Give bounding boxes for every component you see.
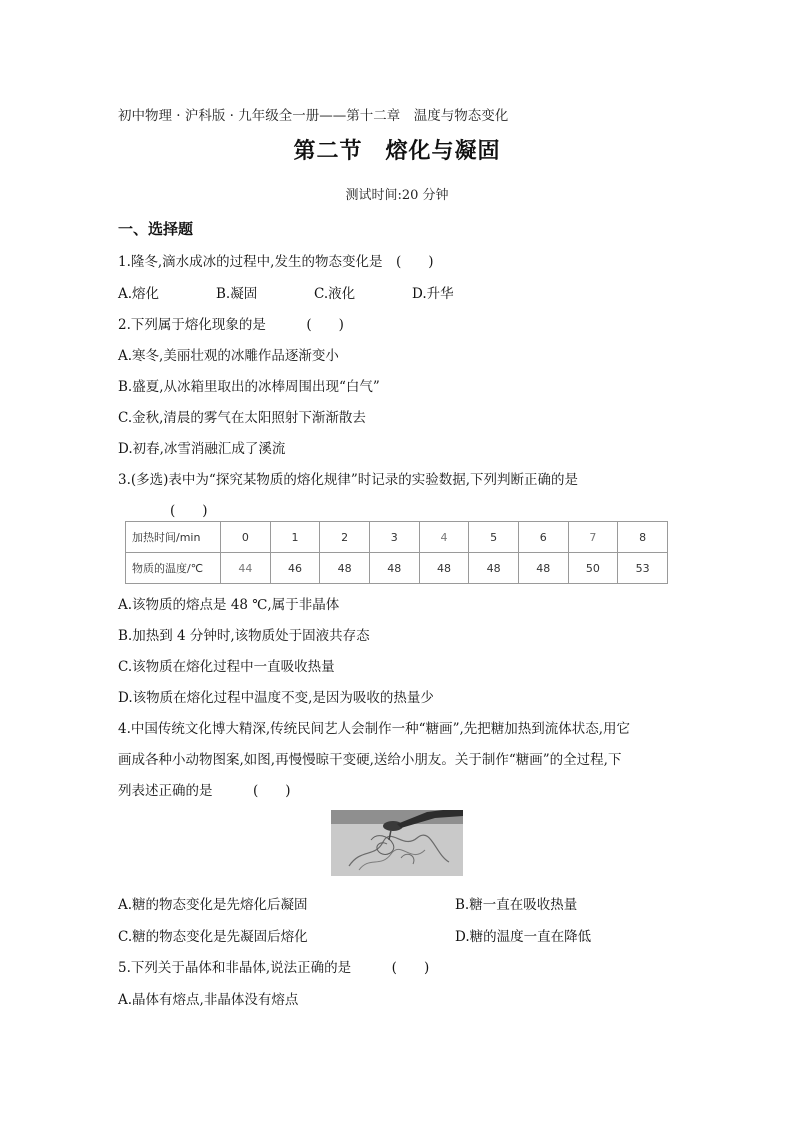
q3-option-a: A.该物质的熔点是 48 ℃,属于非晶体 <box>118 597 340 613</box>
test-time: 测试时间:20 分钟 <box>345 188 449 203</box>
q3-stem: 3.(多选)表中为“探究某物质的熔化规律”时记录的实验数据,下列判断正确的是 <box>118 472 579 488</box>
table-cell: 53 <box>618 553 668 584</box>
q2-option-b: B.盛夏,从冰箱里取出的冰棒周围出现“白气” <box>118 379 380 395</box>
q4-option-d: D.糖的温度一直在降低 <box>455 929 592 945</box>
q1-option-d: D.升华 <box>412 286 454 302</box>
q2-option-d: D.初春,冰雪消融汇成了溪流 <box>118 441 286 457</box>
table-cell: 44 <box>221 553 271 584</box>
q2-option-a: A.寒冬,美丽壮观的冰雕作品逐渐变小 <box>118 348 339 364</box>
table-row-temp <box>126 553 668 584</box>
table-cell: 48 <box>369 553 419 584</box>
q1-option-b: B.凝固 <box>216 286 258 302</box>
table-cell: 0 <box>221 522 271 553</box>
table-row-label: 物质的温度/℃ <box>126 553 221 584</box>
table-row-label: 加热时间/min <box>126 522 221 553</box>
q4-stem-line2: 画成各种小动物图案,如图,再慢慢晾干变硬,送给小朋友。关于制作“糖画”的全过程,下 <box>118 752 622 768</box>
q3-option-c: C.该物质在熔化过程中一直吸收热量 <box>118 659 335 675</box>
q4-option-b: B.糖一直在吸收热量 <box>455 897 578 913</box>
table-cell: 7 <box>568 522 618 553</box>
q1-option-c: C.液化 <box>314 286 356 302</box>
q4-stem-line1: 4.中国传统文化博大精深,传统民间艺人会制作一种“糖画”,先把糖加热到流体状态,用它 <box>118 721 631 737</box>
q3-option-d: D.该物质在熔化过程中温度不变,是因为吸收的热量少 <box>118 690 434 706</box>
q3-paren: ( ) <box>170 503 208 519</box>
q4-option-c: C.糖的物态变化是先凝固后熔化 <box>118 929 308 945</box>
q3-option-b: B.加热到 4 分钟时,该物质处于固液共存态 <box>118 628 370 644</box>
q5-stem: 5.下列关于晶体和非晶体,说法正确的是 ( ) <box>118 960 430 976</box>
table-cell: 48 <box>518 553 568 584</box>
table-cell: 48 <box>469 553 519 584</box>
table-cell: 6 <box>518 522 568 553</box>
table-cell: 4 <box>419 522 469 553</box>
table-cell: 48 <box>320 553 370 584</box>
table-cell: 46 <box>270 553 320 584</box>
section-heading: 一、选择题 <box>118 220 194 238</box>
table-cell: 8 <box>618 522 668 553</box>
table-cell: 3 <box>369 522 419 553</box>
q5-option-a: A.晶体有熔点,非晶体没有熔点 <box>118 992 299 1008</box>
page-header: 初中物理 · 沪科版 · 九年级全一册——第十二章 温度与物态变化 <box>118 108 509 124</box>
sugar-painting-illustration <box>331 810 463 876</box>
q1-stem: 1.隆冬,滴水成冰的过程中,发生的物态变化是 ( ) <box>118 254 434 270</box>
q4-stem-line3: 列表述正确的是 ( ) <box>118 783 291 799</box>
table-cell: 1 <box>270 522 320 553</box>
data-table <box>125 521 668 584</box>
q2-option-c: C.金秋,清晨的雾气在太阳照射下渐渐散去 <box>118 410 366 426</box>
page-title: 第二节 熔化与凝固 <box>293 139 501 164</box>
table-cell: 50 <box>568 553 618 584</box>
q2-stem: 2.下列属于熔化现象的是 ( ) <box>118 317 344 333</box>
table-cell: 2 <box>320 522 370 553</box>
sugar-painting-photo <box>331 810 463 876</box>
q1-option-a: A.熔化 <box>118 286 160 302</box>
table-row-time <box>126 522 668 553</box>
table-cell: 5 <box>469 522 519 553</box>
table-cell: 48 <box>419 553 469 584</box>
q4-option-a: A.糖的物态变化是先熔化后凝固 <box>118 897 308 913</box>
